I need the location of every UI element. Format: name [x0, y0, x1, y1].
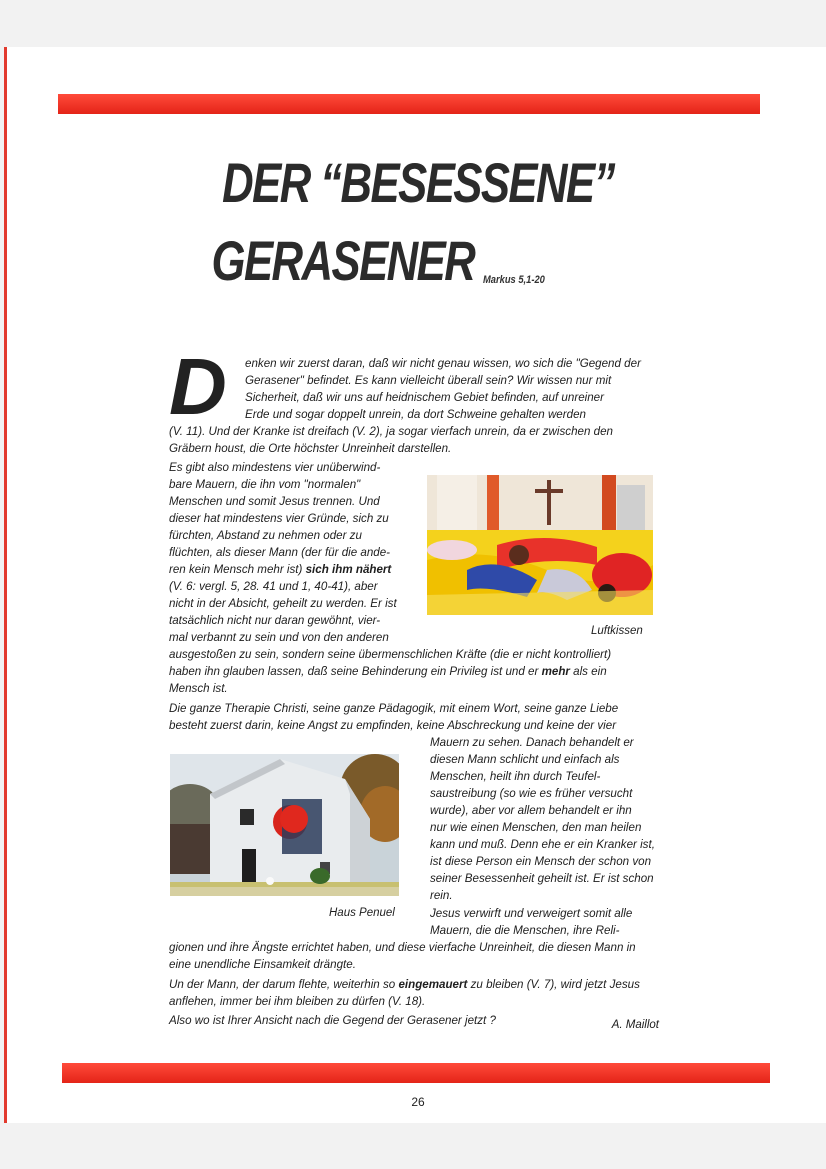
document-page — [4, 47, 826, 1123]
page-number: 26 — [411, 1095, 425, 1109]
photo-haus-penuel-image — [170, 754, 399, 896]
intro-line: Erde und sogar doppelt unrein, da dort Schweine gehalten werden — [245, 408, 586, 421]
right-column-line: seiner Besessenheit geheilt ist. Er ist schon — [430, 872, 654, 885]
column-line: (V. 6: vergl. 5, 28. 41 und 1, 40-41), aber — [169, 580, 378, 593]
column-line: Es gibt also mindestens vier unüberwind- — [169, 461, 381, 474]
right-column-line: Mauern, die die Menschen, ihre Reli- — [430, 924, 620, 937]
photo-air-cushions-caption: Luftkissen — [591, 625, 643, 637]
full-line — [169, 976, 640, 993]
right-column-line: ist diese Person ein Mensch der schon von — [430, 855, 652, 868]
column-line: tatsächlich nicht nur daran gewöhnt, vier- — [169, 614, 381, 627]
full-line: besteht zuerst darin, keine Angst zu empfinden, keine Abschreckung und keine der vier — [169, 719, 617, 732]
full-line — [169, 663, 607, 680]
right-column-line: wurde), aber vor allem behandelt er ihn — [430, 804, 632, 817]
right-column-line: kann und muß. Denn ehe er ein Kranker ist, — [430, 838, 655, 851]
bible-reference: Markus 5,1-20 — [483, 274, 545, 286]
full-line: gionen und ihre Ängste errichtet haben, und diese vierfache Unreinheit, die diesen Mann in — [169, 941, 636, 954]
right-column-line: diesen Mann schlicht und einfach als — [430, 753, 620, 766]
column-line-text: ren kein Mensch mehr ist) — [169, 563, 303, 576]
right-column-line: rein. — [430, 889, 453, 902]
intro-line: (V. 11). Und der Kranke ist dreifach (V. 2), ja sogar vierfach unrein, da er zwischen den — [169, 425, 613, 438]
full-line-text: Un der Mann, der darum flehte, weiterhin so — [169, 978, 396, 991]
full-line-text: haben ihn glauben lassen, daß seine Behinderung ein Privileg ist und er — [169, 665, 539, 678]
full-line: Die ganze Therapie Christi, seine ganze Pädagogik, mit einem Wort, seine ganze Liebe — [169, 702, 619, 715]
full-line-tail: zu bleiben (V. 7), wird jetzt Jesus — [467, 978, 640, 991]
drop-cap: D — [169, 342, 227, 431]
column-line — [169, 561, 391, 578]
column-line: dieser hat mindestens vier Gründe, sich zu — [169, 512, 389, 525]
title-line-2: GERASENER — [211, 229, 475, 292]
intro-line: Gräbern houst, die Orte höchster Unreinheit darstellen. — [169, 442, 452, 455]
column-line: bare Mauern, die ihn vom "normalen" — [169, 478, 361, 491]
full-line-bold: mehr — [541, 665, 570, 678]
column-bold-text: sich ihm nähert — [305, 563, 392, 576]
full-line-bold: eingemauert — [398, 978, 468, 991]
author-signature: A. Maillot — [611, 1019, 659, 1031]
photo-haus-penuel — [170, 754, 399, 896]
title-line-1: DER “BESESSENE” — [222, 151, 614, 214]
top-red-bar — [58, 94, 760, 114]
right-column-line: saustreibung (so wie es früher versucht — [430, 787, 633, 800]
right-column-line: Menschen, heilt ihn durch Teufel- — [430, 770, 601, 783]
full-line-tail: als ein — [569, 665, 607, 678]
intro-line: enken wir zuerst daran, daß wir nicht genau wissen, wo sich die "Gegend der — [245, 357, 641, 370]
photo-air-cushions — [427, 475, 653, 615]
full-line: anflehen, immer bei ihm bleiben zu dürfen (V. 18). — [169, 995, 426, 1008]
column-line: mal verbannt zu sein und von den anderen — [169, 631, 389, 644]
column-line: flüchten, als dieser Mann (der für die ande- — [169, 546, 391, 559]
column-line: Menschen und somit Jesus trennen. Und — [169, 495, 380, 508]
right-column-line: Jesus verwirft und verweigert somit alle — [430, 907, 633, 920]
right-column-line: nur wie einen Menschen, den man heilen — [430, 821, 642, 834]
bottom-red-bar — [62, 1063, 770, 1083]
right-column-line: Mauern zu sehen. Danach behandelt er — [430, 736, 634, 749]
full-line: ausgestoßen zu sein, sondern seine übermenschlichen Kräfte (die er nicht kontrolliert) — [169, 648, 612, 661]
intro-line: Gerasener" befindet. Es kann vielleicht überall sein? Wir wissen nur mit — [245, 374, 612, 387]
closing-question: Also wo ist Ihrer Ansicht nach die Gegend der Gerasener jetzt ? — [169, 1014, 496, 1027]
full-line: Mensch ist. — [169, 682, 228, 695]
photo-air-cushions-image — [427, 475, 653, 615]
column-line: fürchten, Abstand zu nehmen oder zu — [169, 529, 362, 542]
column-line: nicht in der Absicht, geheilt zu werden. Er ist — [169, 597, 397, 610]
photo-haus-penuel-caption: Haus Penuel — [329, 907, 395, 919]
intro-line: Sicherheit, daß wir uns auf heidnischem Gebiet befinden, auf unreiner — [245, 391, 604, 404]
full-line: eine unendliche Einsamkeit drängte. — [169, 958, 356, 971]
